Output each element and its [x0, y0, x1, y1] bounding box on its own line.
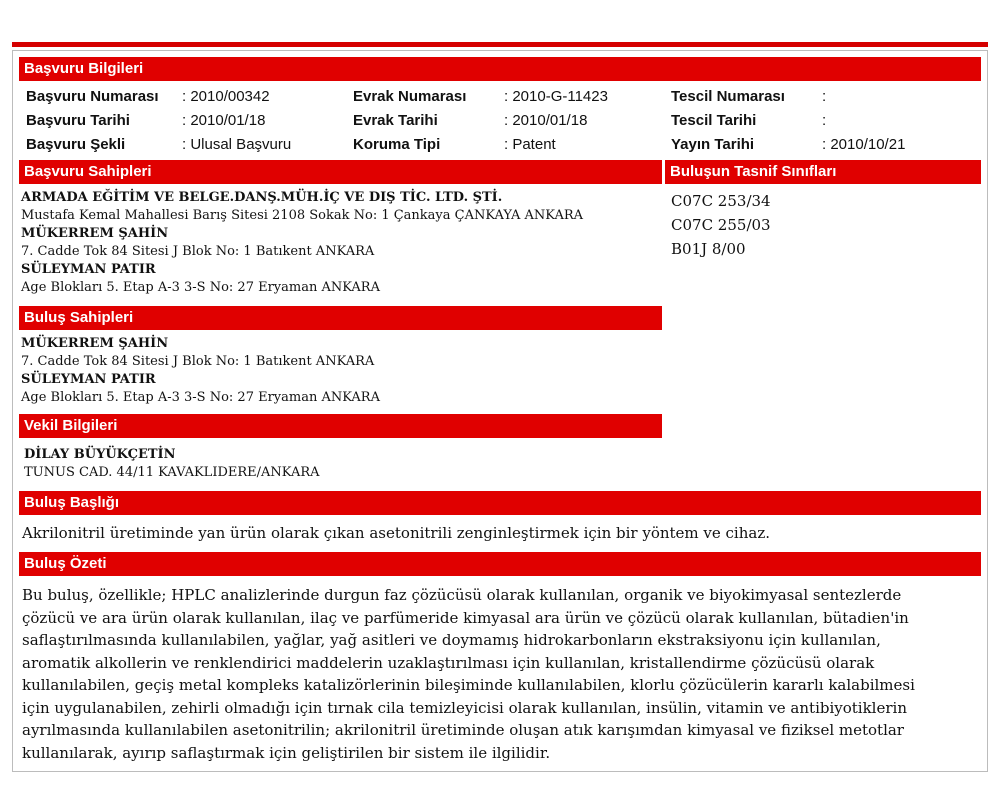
document-date-value: : 2010/01/18 [504, 112, 588, 129]
section-title: Buluşun Tasnif Sınıfları [670, 163, 837, 180]
application-date-label: Başvuru Tarihi [26, 112, 130, 129]
applicant-name: MÜKERREM ŞAHİN [21, 226, 169, 241]
applicant-address: Age Blokları 5. Etap A-3 3-S No: 27 Eryaman ANKARA [21, 280, 380, 295]
inventor-address: 7. Cadde Tok 84 Sitesi J Blok No: 1 Batıkent ANKARA [21, 354, 375, 369]
registration-date-value: : [822, 112, 827, 129]
section-header-classifications [665, 160, 981, 184]
application-date-value: : 2010/01/18 [182, 112, 266, 129]
applicant-address: Mustafa Kemal Mahallesi Barış Sitesi 2108 Sokak No: 1 Çankaya ÇANKAYA ANKARA [21, 208, 584, 223]
protection-type-label: Koruma Tipi [353, 136, 441, 153]
section-header-applicants [19, 160, 662, 184]
section-header-title [19, 491, 981, 515]
abstract-line: saflaştırılmasında kullanılabilen, yağlar, yağ asitleri ve doymamış hidrokarbonların ekstraksiyonu için kullanılan, [22, 631, 881, 649]
section-title: Başvuru Sahipleri [24, 163, 152, 180]
attorney-info [24, 446, 664, 482]
document-number-label: Evrak Numarası [353, 88, 467, 105]
section-title: Vekil Bilgileri [24, 417, 118, 434]
section-header-abstract [19, 552, 981, 576]
classification-code: C07C 253/34 [671, 192, 771, 210]
protection-type-value: : Patent [504, 136, 556, 153]
section-title: Buluş Başlığı [24, 494, 120, 511]
registration-number-label: Tescil Numarası [671, 88, 785, 105]
section-header-application-info [19, 57, 981, 81]
invention-abstract [22, 584, 982, 764]
abstract-line: için uygulanabilen, zehirli olmadığı için tırnak cila temizleyicisi olarak kullanılan, insülin, vitamin ve antibiyotiklerin [22, 698, 907, 717]
attorney-name: DİLAY BÜYÜKÇETİN [24, 447, 176, 462]
abstract-line: çözücü ve ara ürün olarak kullanılan, ilaç ve parfümeride kimyasal ara ürün ve çözücü olarak kullanılan, bütadien'in [22, 608, 909, 627]
attorney-address: TUNUS CAD. 44/11 KAVAKLIDERE/ANKARA [24, 465, 320, 480]
section-title: Buluş Özeti [24, 555, 107, 572]
section-header-attorney [19, 414, 662, 438]
classification-list [671, 189, 771, 261]
inventor-name: MÜKERREM ŞAHİN [21, 336, 169, 351]
abstract-line: Bu buluş, özellikle; HPLC analizlerinde durgun faz çözücüsü olarak kullanılan, organik ve biyokimyasal sentezlerde [22, 586, 902, 604]
publication-date-value: : 2010/10/21 [822, 136, 906, 153]
application-number-label: Başvuru Numarası [26, 88, 159, 105]
inventors-list [21, 335, 661, 407]
abstract-line: kullanılabilen, geçiş metal kompleks katalizörlerinin bileşiminde kullanılabilen, klorlu çözücülerin kararlı kalabilmesi [22, 676, 915, 694]
applicant-name: ARMADA EĞİTİM VE BELGE.DANŞ.MÜH.İÇ VE DIŞ TİC. LTD. ŞTİ. [21, 190, 503, 205]
abstract-line: kullanılarak, ayırıp saflaştırmak için geliştirilen bir sistem ile ilgilidir. [22, 743, 551, 762]
abstract-line: ayrılmasında kullanılabilen asetonitrilin; akrilonitril üretiminde oluşan atık karışımdan kimyasal ve fiziksel metotlar [22, 721, 904, 739]
publication-date-label: Yayın Tarihi [671, 136, 755, 153]
abstract-line: aromatik alkollerin ve renklendirici maddelerin uzaklaştırılması için kullanılan, kristallendirme çözücüsü olarak [22, 653, 875, 672]
invention-title: Akrilonitril üretiminde yan ürün olarak çıkan asetonitrili zenginleştirmek için bir yöntem ve cihaz. [22, 524, 771, 542]
classification-code: B01J 8/00 [671, 240, 746, 258]
application-number-value: : 2010/00342 [182, 88, 270, 105]
section-title: Başvuru Bilgileri [24, 60, 144, 77]
document-date-label: Evrak Tarihi [353, 112, 438, 129]
classification-code: C07C 255/03 [671, 216, 771, 234]
applicant-name: SÜLEYMAN PATIR [21, 262, 156, 277]
application-type-label: Başvuru Şekli [26, 136, 126, 153]
section-header-inventors [19, 306, 662, 330]
inventor-name: SÜLEYMAN PATIR [21, 372, 156, 387]
registration-number-value: : [822, 88, 827, 105]
applicant-address: 7. Cadde Tok 84 Sitesi J Blok No: 1 Batıkent ANKARA [21, 244, 375, 259]
document-number-value: : 2010-G-11423 [504, 88, 608, 105]
application-type-value: : Ulusal Başvuru [182, 136, 292, 153]
applicants-list [21, 189, 661, 297]
section-title: Buluş Sahipleri [24, 309, 134, 326]
registration-date-label: Tescil Tarihi [671, 112, 757, 129]
inventor-address: Age Blokları 5. Etap A-3 3-S No: 27 Eryaman ANKARA [21, 390, 380, 405]
top-accent-bar [12, 42, 988, 47]
